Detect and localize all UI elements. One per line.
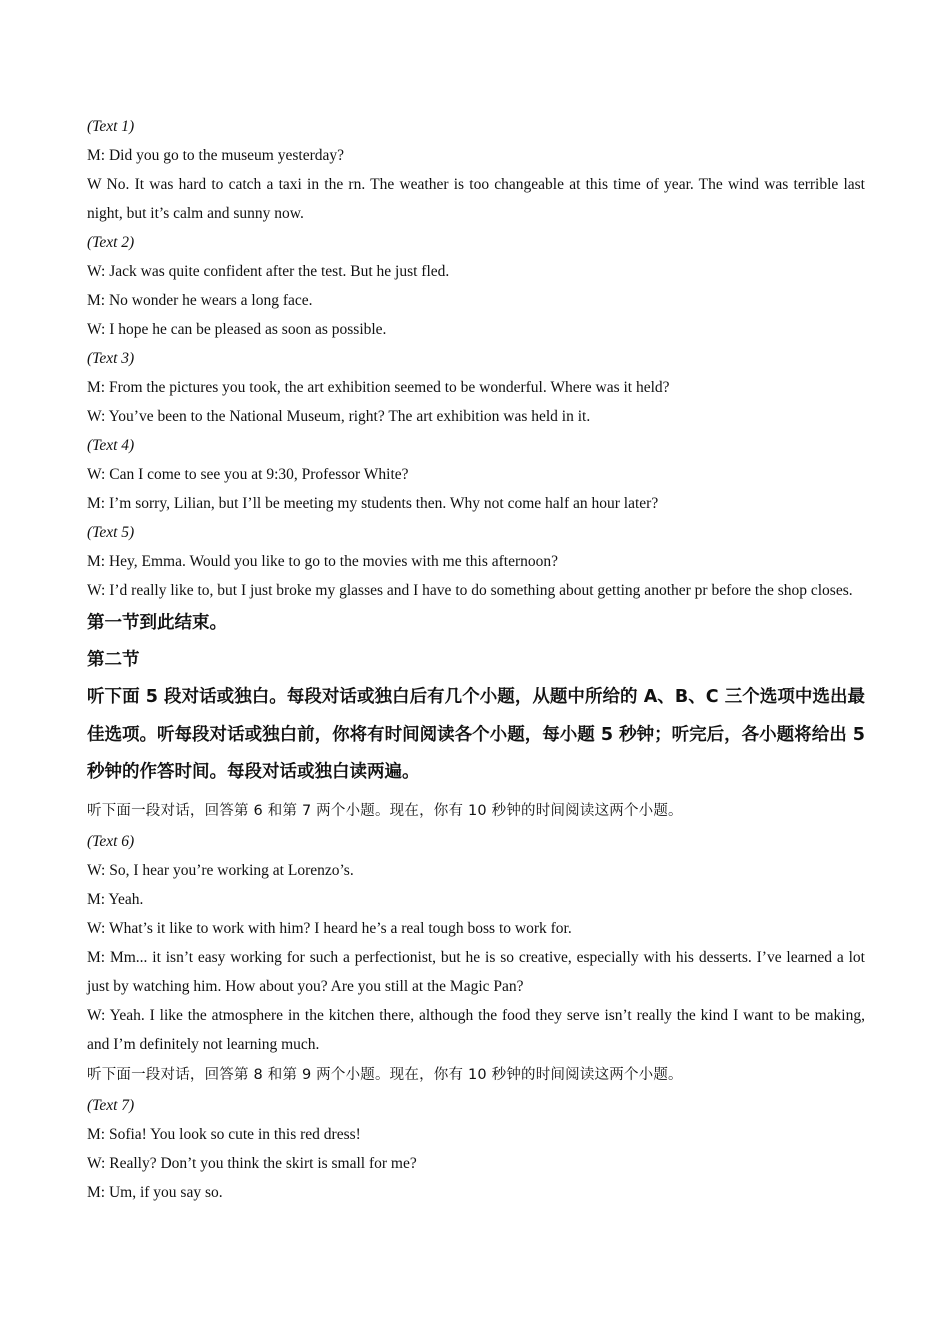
text3-label: (Text 3) [87, 350, 135, 367]
questions-6-7-instructions: 听下面一段对话，回答第 6 和第 7 两个小题。现在，你有 10 秒钟的时间阅读这两个小题。 [87, 802, 683, 819]
text7-label: (Text 7) [87, 1096, 135, 1114]
text2-line2: M: No wonder he wears a long face. [87, 292, 313, 309]
text1-label: (Text 1) [87, 118, 135, 135]
text3-line1: M: From the pictures you took, the art exhibition seemed to be wonderful. Where was it held? [87, 379, 670, 396]
text6-line2: M: Yeah. [87, 890, 144, 908]
text2-line3: W: I hope he can be pleased as soon as possible. [87, 321, 387, 338]
text5-label: (Text 5) [87, 524, 135, 541]
text7-line1: M: Sofia! You look so cute in this red dress! [87, 1125, 361, 1143]
text6-line3: W: What’s it like to work with him? I heard he’s a real tough boss to work for. [87, 919, 572, 937]
text1-line1: M: Did you go to the museum yesterday? [87, 147, 344, 164]
questions-8-9-instructions: 听下面一段对话，回答第 8 和第 9 两个小题。现在，你有 10 秒钟的时间阅读这两个小题。 [87, 1066, 683, 1083]
document-page [87, 112, 865, 1207]
section1-end-heading: 第一节到此结束。 [87, 613, 227, 633]
text7-line3: M: Um, if you say so. [87, 1183, 223, 1201]
text5-line1: M: Hey, Emma. Would you like to go to the movies with me this afternoon? [87, 553, 559, 570]
text7-line2: W: Really? Don’t you think the skirt is small for me? [87, 1154, 417, 1172]
text6-line1: W: So, I hear you’re working at Lorenzo’s. [87, 861, 354, 879]
text6-line4: M: Mm... it isn’t easy working for such a perfectionist, but he is so creative, especially with his desserts. I’ve learned a lot just by watching him. How about you? Are you still at the Magic Pan? [87, 948, 865, 995]
text3-line2: W: You’ve been to the National Museum, right? The art exhibition was held in it. [87, 408, 591, 425]
text6-label: (Text 6) [87, 832, 135, 850]
text2-line1: W: Jack was quite confident after the test. But he just fled. [87, 263, 450, 280]
text4-line2: M: I’m sorry, Lilian, but I’ll be meeting my students then. Why not come half an hour later? [87, 495, 659, 512]
text1-line2: W No. It was hard to catch a taxi in the rn. The weather is too changeable at this time of year. The wind was terrible last night, but it’s calm and sunny now. [87, 176, 865, 222]
text4-label: (Text 4) [87, 437, 135, 454]
text4-line1: W: Can I come to see you at 9:30, Professor White? [87, 466, 409, 483]
text6-line5: W: Yeah. I like the atmosphere in the kitchen there, although the food they serve isn’t really the kind I want to be making, and I’m definitely not learning much. [87, 1006, 865, 1053]
section2-instructions: 听下面 5 段对话或独白。每段对话或独白后有几个小题，从题中所给的 A、B、C 三个选项中选出最佳选项。听每段对话或独白前，你将有时间阅读各个小题，每小题 5 秒钟；听完后，各小题将给出 5 秒钟的作答时间。每段对话或独白读两遍。 [87, 687, 865, 782]
text2-label: (Text 2) [87, 234, 135, 251]
section2-title: 第二节 [87, 650, 140, 670]
text5-line2: W: I’d really like to, but I just broke my glasses and I have to do something about getting another pr before the shop closes. [87, 582, 853, 599]
